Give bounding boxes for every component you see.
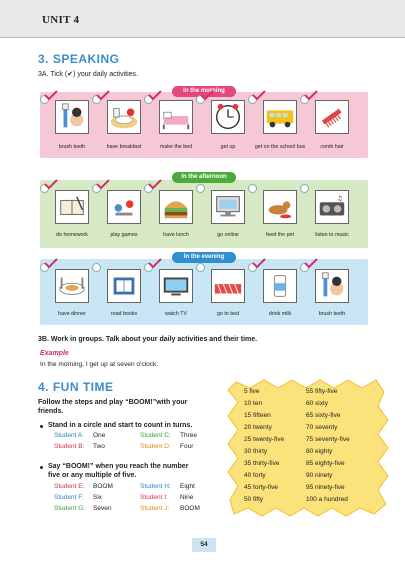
header-divider: [0, 37, 405, 38]
speaking-instruction-3a: 3A. Tick (✔) your daily activities.: [38, 71, 139, 78]
number-item: 40 forty: [244, 472, 266, 479]
tick-mark-icon: [44, 179, 58, 189]
funtime-title: 4. FUN TIME: [38, 380, 114, 394]
caption-brush-teeth-evening: brush teeth: [318, 311, 346, 317]
number-item: 90 ninety: [306, 472, 333, 479]
student-d-value: Four: [180, 443, 194, 450]
student-e-name: Student E:: [54, 483, 85, 490]
drink-milk-picture: [263, 269, 297, 303]
tick-mark-icon: [44, 258, 58, 268]
number-item: 45 forty-five: [244, 484, 278, 491]
number-item: 20 twenty: [244, 424, 272, 431]
speaking-instruction-3b: 3B. Work in groups. Talk about your daily activities and their time.: [38, 336, 258, 343]
funtime-step1: Stand in a circle and start to count in turns.: [48, 422, 193, 429]
tick-mark-icon: [252, 258, 266, 268]
example-label: Example: [40, 350, 69, 357]
caption-go-online: go online: [217, 232, 239, 238]
student-a-name: Student A:: [54, 432, 84, 439]
have-lunch-picture: [159, 190, 193, 224]
bullet-dot: [40, 466, 43, 469]
number-item: 50 fifty: [244, 496, 264, 503]
caption-have-lunch: have lunch: [163, 232, 189, 238]
student-c-value: Three: [180, 432, 197, 439]
student-c-name: Student C:: [140, 432, 171, 439]
funtime-step2-line2: five or any multiple of five.: [48, 472, 137, 479]
brush-teeth-evening-picture: [315, 269, 349, 303]
comb-hair-picture: [315, 100, 349, 134]
tick-box-feed-pet[interactable]: [248, 184, 257, 193]
caption-listen-music: listen to music: [315, 232, 349, 238]
unit-title: UNIT 4: [42, 14, 80, 26]
student-d-name: Student D:: [140, 443, 171, 450]
number-item: 75 seventy-five: [306, 436, 350, 443]
student-a-value: One: [93, 432, 106, 439]
svg-text:♫: ♫: [336, 194, 343, 203]
student-e-value: BOOM: [93, 483, 113, 490]
brush-teeth-picture: [55, 100, 89, 134]
play-games-picture: [107, 190, 141, 224]
tick-box-listen-music[interactable]: [300, 184, 309, 193]
student-g-value: Seven: [93, 505, 112, 512]
student-j-name: Student J:: [140, 505, 170, 512]
student-i-name: Student I:: [140, 494, 168, 501]
student-j-value: BOOM: [180, 505, 200, 512]
tick-mark-icon: [148, 90, 162, 100]
school-bus-picture: [263, 100, 297, 134]
tick-mark-icon: [200, 90, 214, 100]
bullet-dot: [40, 425, 43, 428]
number-item: 30 thirty: [244, 448, 268, 455]
caption-have-breakfast: have breakfast: [106, 144, 142, 150]
caption-brush-teeth: brush teeth: [58, 144, 86, 150]
number-item: 10 ten: [244, 400, 263, 407]
caption-go-to-bed: go to bed: [216, 311, 240, 317]
number-item: 85 eighty-five: [306, 460, 345, 467]
number-item: 100 a hundred: [306, 496, 348, 503]
caption-read-books: read books: [110, 311, 138, 317]
tick-mark-icon: [44, 90, 58, 100]
caption-homework: do homework: [56, 232, 88, 238]
caption-comb-hair: comb hair: [320, 144, 344, 150]
caption-play-games: play games: [110, 232, 138, 238]
tick-mark-icon: [304, 258, 318, 268]
student-f-value: Six: [93, 494, 103, 501]
caption-drink-milk: drink milk: [268, 311, 292, 317]
tick-mark-icon: [96, 90, 110, 100]
funtime-step2-line1: Say “BOOM!” when you reach the number: [48, 463, 189, 470]
make-bed-picture: [159, 100, 193, 134]
student-g-name: Student G:: [54, 505, 86, 512]
number-item: 80 eighty: [306, 448, 333, 455]
number-item: 70 seventy: [306, 424, 338, 431]
caption-feed-pet: feed the pet: [266, 232, 294, 238]
student-h-value: Eight: [180, 483, 195, 490]
caption-make-bed: make the bed: [159, 144, 193, 150]
caption-get-up: get up: [220, 144, 236, 150]
caption-watch-tv: watch TV: [165, 311, 187, 317]
watch-tv-picture: [159, 269, 193, 303]
number-item: 35 thirty-five: [244, 460, 280, 467]
morning-label: In the morning: [172, 86, 236, 97]
funtime-intro-line1: Follow the steps and play “BOOM!”with your: [38, 399, 188, 406]
student-i-value: Nine: [180, 494, 194, 501]
tick-mark-icon: [304, 90, 318, 100]
afternoon-label: In the afternoon: [172, 172, 236, 183]
have-dinner-picture: [55, 269, 89, 303]
go-to-bed-picture: [211, 269, 245, 303]
tick-box-go-online[interactable]: [196, 184, 205, 193]
number-item: 5 five: [244, 388, 260, 395]
number-item: 60 sixty: [306, 400, 329, 407]
feed-pet-picture: [263, 190, 297, 224]
student-h-name: Student H:: [140, 483, 171, 490]
example-text: In the morning, I get up at seven o'clock.: [40, 361, 159, 368]
page-number: 54: [192, 538, 216, 552]
number-item: 25 twenty-five: [244, 436, 285, 443]
get-up-picture: [211, 100, 245, 134]
read-books-picture: [107, 269, 141, 303]
tick-mark-icon: [148, 179, 162, 189]
go-online-picture: [211, 190, 245, 224]
caption-have-dinner: have dinner: [58, 311, 86, 317]
homework-picture: [55, 190, 89, 224]
number-item: 95 ninety-five: [306, 484, 345, 491]
number-item: 65 sixty-five: [306, 412, 341, 419]
have-breakfast-picture: [107, 100, 141, 134]
listen-music-picture: [315, 190, 349, 224]
tick-mark-icon: [148, 258, 162, 268]
tick-box-read-books[interactable]: [92, 263, 101, 272]
number-item: 15 fifteen: [244, 412, 271, 419]
caption-school-bus: get on the school bus: [254, 144, 306, 150]
tick-mark-icon: [96, 179, 110, 189]
funtime-intro-line2: friends.: [38, 408, 64, 415]
tick-box-go-to-bed[interactable]: [196, 263, 205, 272]
tick-mark-icon: [252, 90, 266, 100]
evening-label: In the evening: [172, 252, 236, 263]
student-b-value: Two: [93, 443, 105, 450]
speaking-title: 3. SPEAKING: [38, 52, 120, 66]
student-b-name: Student B:: [54, 443, 85, 450]
number-item: 55 fifty-five: [306, 388, 338, 395]
student-f-name: Student F:: [54, 494, 84, 501]
